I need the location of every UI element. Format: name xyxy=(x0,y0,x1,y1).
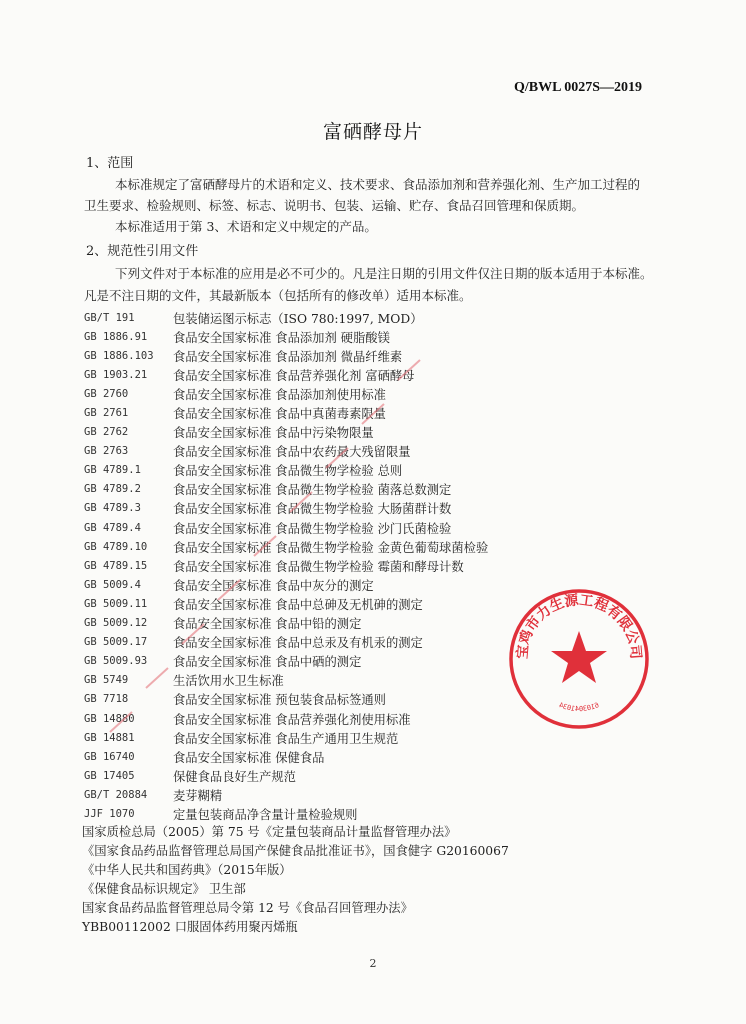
reference-code: GB 2762 xyxy=(84,426,129,439)
reference-title: 食品安全国家标准 食品中总汞及有机汞的测定 xyxy=(173,636,423,651)
reference-row xyxy=(84,709,488,728)
reference-row xyxy=(84,423,488,442)
svg-text:宝鸡市力生源工程有限公司: 宝鸡市力生源工程有限公司 xyxy=(514,592,644,660)
reference-code: GB 5009.93 xyxy=(84,655,148,668)
reference-title: 定量包装商品净含量计量检验规则 xyxy=(173,807,358,822)
reference-code: GB 2761 xyxy=(84,407,129,420)
reference-code: GB 4789.10 xyxy=(84,540,148,553)
reference-title: 食品安全国家标准 食品中硒的测定 xyxy=(173,655,362,670)
reference-row xyxy=(84,652,488,671)
reference-row xyxy=(84,442,488,461)
reference-code: GB 4789.15 xyxy=(84,559,148,572)
reference-title: 食品安全国家标准 食品微生物学检验 总则 xyxy=(173,464,403,479)
reference-row xyxy=(84,633,488,652)
refs-intro-line-2: 凡是不注日期的文件，其最新版本（包括所有的修改单）适用本标准。 xyxy=(84,288,472,303)
reference-title: 食品安全国家标准 保健食品 xyxy=(173,750,325,765)
reference-code: GB/T 191 xyxy=(84,311,135,324)
reference-title: 食品安全国家标准 食品中总砷及无机砷的测定 xyxy=(173,597,423,612)
document-title: 富硒酵母片 xyxy=(322,121,423,143)
reference-code: GB 4789.3 xyxy=(84,502,141,515)
reference-title: 食品安全国家标准 食品微生物学检验 菌落总数测定 xyxy=(173,483,452,498)
reference-title: 生活饮用水卫生标准 xyxy=(173,674,284,689)
reference-code: GB 5009.12 xyxy=(84,617,148,630)
company-seal-stamp xyxy=(505,585,653,733)
section-2-heading: 2、规范性引用文件 xyxy=(86,244,199,259)
reference-code: GB 2763 xyxy=(84,445,129,458)
reference-title: 食品安全国家标准 食品微生物学检验 大肠菌群计数 xyxy=(173,502,452,517)
reference-code: GB 7718 xyxy=(84,693,129,706)
reference-title: 食品安全国家标准 食品微生物学检验 金黄色葡萄球菌检验 xyxy=(173,540,489,555)
reference-code: GB 5009.11 xyxy=(84,597,148,610)
refs-intro-line-1: 下列文件对于本标准的应用是必不可少的。凡是注日期的引用文件仅注日期的版本适用于本标准。 xyxy=(115,266,653,281)
reference-code: GB 2760 xyxy=(84,387,129,400)
reference-row xyxy=(84,461,488,480)
reference-code: GB/T 20884 xyxy=(84,788,148,801)
reference-title: 食品安全国家标准 食品中真菌毒素限量 xyxy=(173,407,386,422)
reference-title: 食品安全国家标准 食品微生物学检验 霉菌和酵母计数 xyxy=(173,559,464,574)
reference-title: 食品安全国家标准 食品添加剂 硬脂酸镁 xyxy=(173,330,390,345)
svg-text:6103041034: 6103041034 xyxy=(557,701,601,714)
reference-title: 食品安全国家标准 食品营养强化剂 富硒酵母 xyxy=(173,368,415,383)
reference-code: GB 1886.103 xyxy=(84,349,154,362)
reference-title: 食品安全国家标准 食品添加剂使用标准 xyxy=(173,387,386,402)
standard-code: Q/BWL 0027S—2019 xyxy=(514,80,642,95)
reference-row xyxy=(84,518,488,537)
reference-title: 食品安全国家标准 食品中铅的测定 xyxy=(173,617,362,632)
reference-row xyxy=(84,690,488,709)
reference-row xyxy=(84,804,488,823)
reference-title: 包装储运图示标志（ISO 780:1997, MOD） xyxy=(173,311,423,326)
reference-code: GB 17405 xyxy=(84,769,135,782)
reference-row xyxy=(84,346,488,365)
reference-row xyxy=(84,384,488,403)
reference-row xyxy=(84,327,488,346)
reference-row xyxy=(84,403,488,422)
star-icon xyxy=(551,631,607,683)
reference-row xyxy=(84,308,488,327)
reference-title: 麦芽糊精 xyxy=(173,788,223,803)
reference-row xyxy=(84,728,488,747)
scope-para-line-1: 本标准规定了富硒酵母片的术语和定义、技术要求、食品添加剂和营养强化剂、生产加工过程的 xyxy=(115,177,641,192)
reference-title: 食品安全国家标准 食品中灰分的测定 xyxy=(173,578,374,593)
other-reference-item: YBB00112002 口服固体药用聚丙烯瓶 xyxy=(82,920,298,935)
reference-row xyxy=(84,499,488,518)
scope-para-2: 本标准适用于第 3、术语和定义中规定的产品。 xyxy=(115,219,377,234)
reference-row xyxy=(84,480,488,499)
reference-list xyxy=(84,308,488,824)
page-number: 2 xyxy=(369,957,377,970)
reference-title: 食品安全国家标准 食品中农药最大残留限量 xyxy=(173,445,411,460)
scope-para-line-2: 卫生要求、检验规则、标签、标志、说明书、包装、运输、贮存、食品召回管理和保质期。 xyxy=(84,198,585,213)
reference-code: JJF 1070 xyxy=(84,807,135,820)
reference-row xyxy=(84,365,488,384)
other-reference-item: 国家食品药品监督管理总局令第 12 号《食品召回管理办法》 xyxy=(82,901,413,916)
section-1-heading: 1、范围 xyxy=(86,156,134,171)
reference-row xyxy=(84,785,488,804)
reference-code: GB 5749 xyxy=(84,674,129,687)
reference-title: 保健食品良好生产规范 xyxy=(173,769,296,784)
reference-row xyxy=(84,766,488,785)
reference-row xyxy=(84,556,488,575)
reference-title: 食品安全国家标准 食品营养强化剂使用标准 xyxy=(173,712,411,727)
reference-code: GB 1886.91 xyxy=(84,330,148,343)
other-reference-item: 国家质检总局（2005）第 75 号《定量包装商品计量监督管理办法》 xyxy=(82,825,457,839)
reference-title: 食品安全国家标准 预包装食品标签通则 xyxy=(173,693,386,708)
reference-row xyxy=(84,575,488,594)
reference-row xyxy=(84,537,488,556)
reference-code: GB 4789.4 xyxy=(84,521,141,534)
reference-row xyxy=(84,671,488,690)
reference-code: GB 14881 xyxy=(84,731,135,744)
reference-code: GB 4789.1 xyxy=(84,464,141,477)
other-reference-list xyxy=(82,823,509,938)
reference-code: GB 5009.4 xyxy=(84,578,141,591)
reference-title: 食品安全国家标准 食品中污染物限量 xyxy=(173,426,374,441)
reference-title: 食品安全国家标准 食品微生物学检验 沙门氏菌检验 xyxy=(173,521,452,536)
reference-row xyxy=(84,594,488,613)
other-reference-item: 《国家食品药品监督管理总局国产保健食品批准证书》，国食健字 G20160067 xyxy=(82,844,509,859)
reference-code: GB 1903.21 xyxy=(84,368,148,381)
other-reference-item: 《中华人民共和国药典》（2015年版） xyxy=(82,863,292,878)
reference-title: 食品安全国家标准 食品生产通用卫生规范 xyxy=(173,731,399,746)
reference-code: GB 5009.17 xyxy=(84,636,148,649)
reference-title: 食品安全国家标准 食品添加剂 微晶纤维素 xyxy=(173,349,403,364)
reference-code: GB 4789.2 xyxy=(84,483,141,496)
reference-code: GB 14880 xyxy=(84,712,135,725)
other-reference-item: 《保健食品标识规定》 卫生部 xyxy=(82,882,246,897)
reference-code: GB 16740 xyxy=(84,750,135,763)
reference-row xyxy=(84,747,488,766)
reference-row xyxy=(84,614,488,633)
